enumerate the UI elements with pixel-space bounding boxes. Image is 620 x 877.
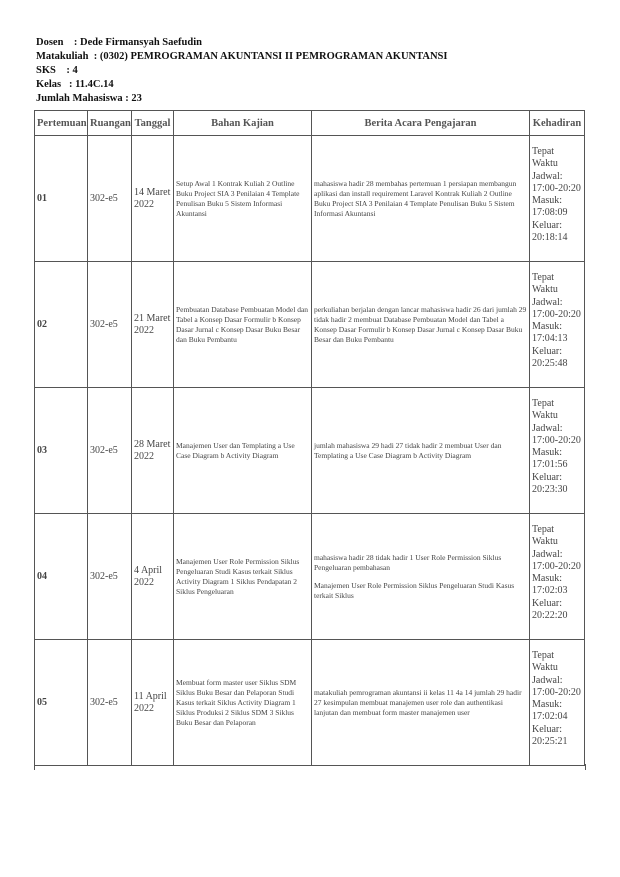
attendance-line: 17:08:09: [532, 207, 568, 219]
attendance-line: 17:00-20:20: [532, 308, 581, 320]
class-line: Kelas : 11.4C.14: [36, 79, 114, 90]
attendance-line: Waktu: [532, 536, 558, 548]
date-cell: 11 April 2022: [132, 640, 174, 766]
attendance-line: 17:00-20:20: [532, 560, 581, 572]
attendance-line: Keluar:: [532, 219, 562, 231]
column-header-room: Ruangan: [88, 111, 132, 136]
attendance-cell: [530, 388, 585, 514]
attendance-line: 20:23:30: [532, 484, 568, 496]
attendance-line: Keluar:: [532, 597, 562, 609]
document-header: [36, 36, 447, 106]
attendance-line: 17:02:03: [532, 585, 568, 597]
attendance-line: Keluar:: [532, 723, 562, 735]
attendance-cell: [530, 136, 585, 262]
lecturer-line: Dosen : Dede Firmansyah Saefudin: [36, 37, 202, 48]
table-row: [35, 388, 585, 514]
report-paragraph: mahasiswa hadir 28 tidak hadir 1 User Role Permission Siklus Pengeluaran pembahasan: [314, 552, 502, 572]
attendance-line: Jadwal:: [532, 296, 563, 308]
attendance-line: 17:00-20:20: [532, 182, 581, 194]
attendance-cell: [530, 262, 585, 388]
attendance-line: Tepat: [532, 398, 555, 409]
attendance-line: 17:00-20:20: [532, 686, 581, 698]
topic-cell: Membuat form master user Siklus SDM Siklus Buku Besar dan Pelaporan Studi Kasus terkait Siklus Activity Diagram 1 Siklus Produksi 2 Siklus SDM 3 Siklus Buku Besar dan Pelaporan: [174, 640, 312, 766]
meeting-number-cell: 05: [35, 640, 88, 766]
attendance-line: Tepat: [532, 524, 555, 535]
report-paragraph: perkuliahan berjalan dengan lancar mahasiswa hadir 26 dari jumlah 29 tidak hadir 2 membuat Database Pembuatan Model dan Tabel a Konsep Dasar Formulir b Konsep Dasar Jurnal c Konsep Dasar Buku Besar dan Buku Pembantu: [314, 304, 527, 344]
student-count-line: Jumlah Mahasiswa : 23: [36, 93, 142, 104]
report-paragraph: matakuliah pemrograman akuntansi ii kelas 11 4a 14 jumlah 29 hadir 27 kesimpulan membuat manajemen user role dan authentikasi lanjutan dan membuat form master manajemen user: [314, 687, 522, 717]
column-header-attendance: Kehadiran: [530, 111, 585, 136]
attendance-cell: [530, 640, 585, 766]
topic-cell: Manajemen User Role Permission Siklus Pengeluaran Studi Kasus terkait Siklus Activity Diagram 1 Siklus Pendapatan 2 Siklus Pengeluaran: [174, 514, 312, 640]
attendance-line: Jadwal:: [532, 674, 563, 686]
attendance-line: Masuk:: [532, 195, 562, 207]
report-paragraph: jumlah mahasiswa 29 hadi 27 tidak hadir 2 membuat User dan Templating a Use Case Diagram b Activity Diagram: [314, 440, 502, 460]
meeting-number-cell: 03: [35, 388, 88, 514]
topic-cell: Pembuatan Database Pembuatan Model dan Tabel a Konsep Dasar Formulir b Konsep Dasar Jurnal c Konsep Dasar Buku Besar dan Buku Pembantu: [174, 262, 312, 388]
attendance-line: 20:25:21: [532, 736, 568, 748]
room-cell: 302-e5: [88, 262, 132, 388]
teaching-report-cell: [312, 136, 530, 262]
teaching-report-cell: [312, 640, 530, 766]
teaching-report-cell: [312, 388, 530, 514]
column-header-teaching-report: Berita Acara Pengajaran: [312, 111, 530, 136]
date-cell: 14 Maret 2022: [132, 136, 174, 262]
attendance-line: 17:02:04: [532, 711, 568, 723]
attendance-line: Tepat: [532, 272, 555, 283]
attendance-line: 20:25:48: [532, 358, 568, 370]
meeting-number-cell: 01: [35, 136, 88, 262]
attendance-line: Masuk:: [532, 321, 562, 333]
attendance-line: Masuk:: [532, 699, 562, 711]
attendance-line: Waktu: [532, 158, 558, 170]
attendance-line: Tepat: [532, 650, 555, 661]
date-cell: 28 Maret 2022: [132, 388, 174, 514]
table-row: [35, 640, 585, 766]
credits-line: SKS : 4: [36, 65, 78, 76]
date-cell: 4 April 2022: [132, 514, 174, 640]
attendance-line: 17:00-20:20: [532, 434, 581, 446]
room-cell: 302-e5: [88, 514, 132, 640]
attendance-line: Masuk:: [532, 573, 562, 585]
attendance-line: Tepat: [532, 146, 555, 157]
attendance-line: Keluar:: [532, 471, 562, 483]
column-header-meeting: Pertemuan: [35, 111, 88, 136]
attendance-line: Jadwal:: [532, 170, 563, 182]
report-paragraph: Manajemen User Role Permission Siklus Pengeluaran Studi Kasus terkait Siklus: [314, 580, 515, 600]
course-line: Matakuliah : (0302) PEMROGRAMAN AKUNTANSI II PEMROGRAMAN AKUNTANSI: [36, 51, 448, 62]
attendance-line: 17:01:56: [532, 459, 568, 471]
table-row: [35, 262, 585, 388]
column-header-topic: Bahan Kajian: [174, 111, 312, 136]
teaching-report-cell: [312, 514, 530, 640]
table-header-row: [35, 111, 585, 136]
attendance-cell: [530, 514, 585, 640]
attendance-table: [34, 110, 585, 766]
attendance-line: Waktu: [532, 410, 558, 422]
report-paragraph: mahasiswa hadir 28 membahas pertemuan 1 persiapan membangun aplikasi dan install requirement Laravel Kontrak Kuliah 2 Outline Buku Project SIA 3 Penilaian 4 Template Penulisan Buku 5 Sistem Informasi Akuntansi: [314, 178, 517, 218]
topic-cell: Setup Awal 1 Kontrak Kuliah 2 Outline Buku Project SIA 3 Penilaian 4 Template Penulisan Buku 5 Sistem Informasi Akuntansi: [174, 136, 312, 262]
table-row: [35, 136, 585, 262]
room-cell: 302-e5: [88, 136, 132, 262]
meeting-number-cell: 04: [35, 514, 88, 640]
table-row: [35, 514, 585, 640]
teaching-report-cell: [312, 262, 530, 388]
attendance-line: Jadwal:: [532, 548, 563, 560]
attendance-line: Waktu: [532, 662, 558, 674]
attendance-line: 17:04:13: [532, 333, 568, 345]
column-header-date: Tanggal: [132, 111, 174, 136]
meeting-number-cell: 02: [35, 262, 88, 388]
room-cell: 302-e5: [88, 388, 132, 514]
date-cell: 21 Maret 2022: [132, 262, 174, 388]
attendance-line: Jadwal:: [532, 422, 563, 434]
attendance-line: Keluar:: [532, 345, 562, 357]
attendance-line: 20:18:14: [532, 232, 568, 244]
attendance-line: Waktu: [532, 284, 558, 296]
topic-cell: Manajemen User dan Templating a Use Case Diagram b Activity Diagram: [174, 388, 312, 514]
room-cell: 302-e5: [88, 640, 132, 766]
table-continuation: [34, 764, 586, 770]
attendance-line: 20:22:20: [532, 610, 568, 622]
attendance-line: Masuk:: [532, 447, 562, 459]
